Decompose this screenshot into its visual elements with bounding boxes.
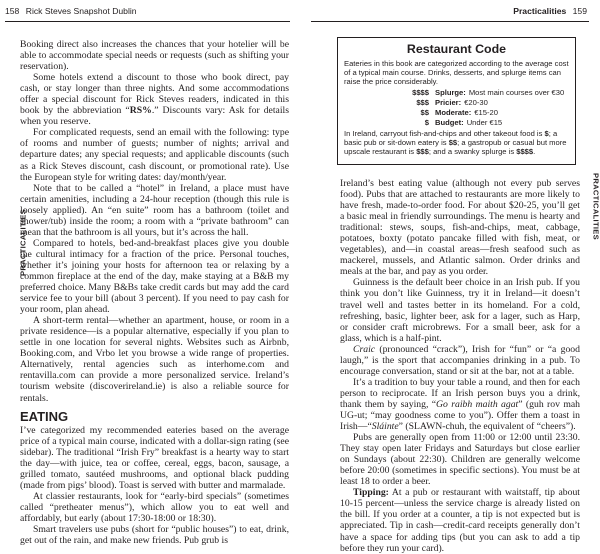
price-tier-list: [344, 88, 569, 128]
right-paragraph-2: Guinness is the default beer choice in an Irish pub. If you think you don’t like Guinness, try it in Ireland—it doesn’t travel well and tastes better in its homeland. For a cold, refreshing, basic, lighter beer, ask for a lager, such as Harp, or consider craft microbrews. For a small beer, ask for a glass, which is a half-pint.: [340, 277, 580, 343]
price-symbol: $$$$: [344, 88, 435, 98]
right-paragraph-3: [340, 344, 580, 377]
left-running-title: Rick Steves Snapshot Dublin: [26, 6, 137, 16]
price-symbol: $$$: [344, 98, 435, 108]
irish-toast: Sláinte: [372, 421, 399, 432]
price-tier-row: [344, 118, 569, 128]
eating-heading: EATING: [20, 409, 289, 425]
right-column: [340, 178, 580, 554]
text-run: At a pub or restaurant with waitstaff, tip about 10-15 percent—unless the service charge is already listed on the bill. If you order at a counter, a tip is not expected but is appreciated. Tip in cash—credit-card receipts generally don’t have a space for adding tips (but you can ask to add a tip before they run your card).: [340, 487, 580, 553]
text-run: .” Discounts vary: Ask for details when you reserve.: [20, 105, 289, 127]
left-paragraph-5: Compared to hotels, bed-and-breakfast places give you double the cultural intimacy for a fraction of the price. Personal touches, whether it’s joining your hosts for afternoon tea or relaxing by a common fireplace at the end of the day, make staying at a B&B my preferred choice. Many B&Bs take credit cards but may add the card service fee to your bill (about 3 percent). If you need to pay cash for your room, plan ahead.: [20, 238, 289, 315]
price-symbol: $$$: [416, 147, 429, 156]
price-tier-row: [344, 88, 569, 98]
left-column: [20, 39, 289, 546]
text-run: .: [533, 147, 535, 156]
left-paragraph-3: For complicated requests, send an email with the following: type of rooms and number of guests; number of nights; arrival and departure dates; any special requests; and applicable discounts (such as a Rick Steves discount, cash discount, or promotional rate). Use the European style for writing dates: day/month/year.: [20, 127, 289, 182]
right-page-number: 159: [573, 6, 587, 16]
text-run: ; a basic pub or sit-down eatery is: [344, 129, 557, 147]
price-symbol: $: [344, 118, 435, 128]
restaurant-code-intro: Eateries in this book are categorized according to the average cost of a typical main course. Drinks, desserts, and splurge items can raise the price considerably.: [344, 59, 569, 87]
left-paragraph-4: Note that to be called a “hotel” in Ireland, a place must have certain amenities, including a 24-hour reception (though this rule is loosely applied). An “en suite” room has a bathroom (toilet and shower/tub) inside the room; a room with a “private bathroom” can mean that the bathroom is all yours, but it’s across the hall.: [20, 183, 289, 238]
left-paragraph-2: [20, 72, 289, 127]
text-run: It’s a tradition to buy your table a round, and then for each person to reciprocate. If an Irish person buys you a drink, thank them by saying, “: [340, 377, 580, 410]
price-desc: €20-30: [464, 98, 488, 108]
right-paragraph-5: Pubs are generally open from 11:00 or 12:00 until 23:30. They stay open later Fridays and Saturdays but close earlier on Sundays (about 22:30). Children are generally welcome before 20:00 (sometimes in specific sections). You must be at least 18 to order a beer.: [340, 432, 580, 487]
left-paragraph-8: At classier restaurants, look for “early-bird specials” (sometimes called “pretheater menus”), which allow you to eat well and affordably, but early (about 17:30-18:00 or 18:30).: [20, 491, 289, 524]
right-section-title: Practicalities: [513, 6, 566, 16]
price-symbol: $$: [344, 108, 435, 118]
text-run: ” (SLAWN-chuh, the equivalent of “cheers”).: [399, 421, 576, 432]
price-desc: €15-20: [474, 108, 498, 118]
text-run: ; and a swanky splurge is: [429, 147, 516, 156]
left-thumb-tab: PRACTICALITIES: [19, 208, 28, 278]
left-paragraph-7: I’ve categorized my recommended eateries based on the average price of a typical main course, indicated with a dollar-sign rating (see sidebar). The traditional “Irish Fry” breakfast is a hearty way to start the day—with juice, tea or coffee, cereal, eggs, bacon, sausage, a grilled tomato, sautéed mushrooms, and optional black pudding (made from pigs’ blood). Toast is served with butter and marmalade.: [20, 425, 289, 491]
price-label: Pricier:: [435, 98, 464, 108]
restaurant-code-note: [344, 129, 569, 157]
left-page-number: 158: [5, 6, 19, 16]
irish-phrase: Go raibh maith agat: [436, 399, 518, 410]
left-header-rule: [5, 21, 290, 22]
price-label: Moderate:: [435, 108, 474, 118]
right-thumb-tab: PRACTICALITIES: [592, 172, 600, 242]
left-paragraph-1: Booking direct also increases the chances that your hotelier will be able to accommodate special needs or requests (such as shifting your reservation).: [20, 39, 289, 72]
right-paragraph-6: [340, 487, 580, 553]
price-label: Splurge:: [435, 88, 469, 98]
restaurant-code-title: Restaurant Code: [344, 42, 569, 56]
rs-discount-code: RS%: [130, 105, 152, 116]
text-run: In Ireland, carryout fish-and-chips and other takeout food is: [344, 129, 545, 138]
price-desc: Most main courses over €30: [469, 88, 564, 98]
price-label: Budget:: [435, 118, 467, 128]
price-tier-row: [344, 108, 569, 118]
left-paragraph-9: Smart travelers use pubs (short for “public houses”) to eat, drink, get out of the rain, and make new friends. Pub grub is: [20, 524, 289, 546]
restaurant-code-box: [337, 37, 576, 165]
right-header-rule: [311, 21, 589, 22]
price-symbol: $$: [449, 138, 457, 147]
price-desc: Under €15: [467, 118, 502, 128]
text-run: Some hotels extend a discount to those who book direct, pay cash, or stay longer than three nights. And some accommodations offer a special discount for Rick Steves readers, indicated in this book by the abbreviation “: [20, 72, 289, 116]
tipping-label: Tipping:: [353, 487, 389, 498]
right-running-header: [513, 6, 587, 16]
text-run: ” (guh rov mah UG-ut; “may goodness come to you”). Offer them a toast in Irish—“: [340, 399, 580, 432]
left-paragraph-6: A short-term rental—whether an apartment, house, or room in a private residence—is a popular alternative, especially if you plan to settle in one location for several nights. Websites such as Airbnb, Booking.com, and Vrbo let you browse a wide range of properties. Alternatively, rental agencies such as interhome.com and rentavilla.com can provide a more personalized service. Ireland’s tourism website (discoverireland.ie) is also a reliable source for rentals.: [20, 315, 289, 403]
price-symbol: $$$$: [516, 147, 533, 156]
text-run: (pronounced “crack”), Irish for “fun” or “a good laugh,” is the sport that accompanies drinking in a pub. To encourage conversation, stand or sit at the bar, not at a table.: [340, 344, 580, 377]
left-running-header: [5, 6, 137, 16]
text-run: ; a gastropub or casual but more upscale restaurant is: [344, 138, 566, 156]
craic-term: Craic: [353, 344, 375, 355]
price-tier-row: [344, 98, 569, 108]
price-symbol: $: [545, 129, 549, 138]
right-paragraph-1: Ireland’s best eating value (although not every pub serves food). Pubs that are attached to restaurants are more likely to have fresh, made-to-order food. For about $20-25, you’ll get a basic meal in friendly surroundings. The menu is hearty and traditional: stews, soups, fish-and-chips, meat, cabbage, potatoes, boxty (potato pancake filled with fish, meat, or vegetables), and—in coastal areas—fresh seafood such as mackerel, mussels, and Atlantic salmon. Order drinks and meals at the bar, and pay as you order.: [340, 178, 580, 277]
right-paragraph-4: [340, 377, 580, 432]
